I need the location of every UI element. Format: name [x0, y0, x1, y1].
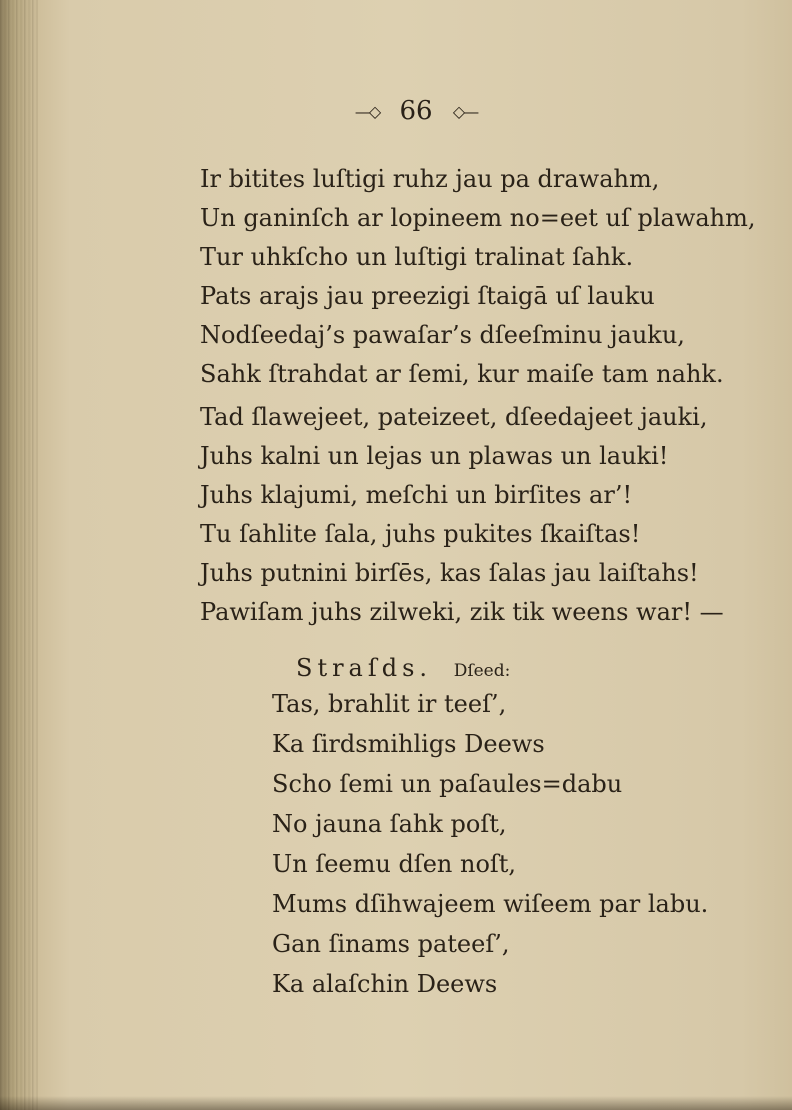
page-binding-edge — [0, 0, 38, 1110]
poem-line: Tu ſahlite ſala, juhs pukites ſkaiſtas! — [200, 520, 641, 548]
poem-line: Juhs klajumi, meſchi un birſites ar’! — [200, 481, 633, 509]
poem-title-text: Straſds. — [296, 654, 433, 682]
poem-line: Pawiſam juhs zilweki, zik tik weens war! — — [200, 598, 724, 626]
poem-author-note: Dſeed: — [453, 661, 511, 681]
poem-line: Tur uhkſcho un luſtigi tralinat ſahk. — [200, 243, 634, 271]
poem-line: Juhs kalni un lejas un plawas un lauki! — [200, 442, 669, 470]
poem-line: Ka alaſchin Deews — [272, 970, 498, 998]
poem-line: Scho ſemi un paſaules=dabu — [272, 770, 623, 798]
stanza-1 — [200, 160, 756, 394]
ornament-right: ◇— — [452, 102, 478, 121]
poem-title — [296, 648, 510, 688]
page-bottom-edge — [0, 1096, 792, 1110]
poem-line: Juhs putnini birſēs, kas ſalas jau laiſtahs! — [200, 559, 699, 587]
poem-line: Tad ſlawejeet, pateizeet, dſeedajeet jauki, — [200, 403, 708, 431]
stanza-4 — [272, 924, 509, 1004]
poem-line: Ka ſirdsmihligs Deews — [272, 730, 545, 758]
page-header — [0, 94, 792, 128]
page-number: 66 — [399, 96, 433, 126]
stanza-3 — [272, 684, 708, 924]
stanza-2 — [200, 398, 724, 632]
poem-line: Un ganinſch ar lopineem no=eet uſ plawahm, — [200, 204, 756, 232]
poem-line: Ir bitites luſtigi ruhz jau pa drawahm, — [200, 165, 660, 193]
poem-line: Mums dſihwajeem wiſeem par labu. — [272, 890, 709, 918]
poem-line: Nodſeedaj’s pawaſar’s dſeeſminu jauku, — [200, 321, 685, 349]
poem-line: Pats arajs jau preezigi ſtaigā uſ lauku — [200, 282, 655, 310]
poem-line: Un ſeemu dſen noſt, — [272, 850, 517, 878]
poem-line: Gan ſinams pateeſ’, — [272, 930, 510, 958]
ornament-left: —◇ — [354, 102, 380, 121]
poem-line: Tas, brahlit ir teeſ’, — [272, 690, 507, 718]
poem-line: No jauna ſahk poſt, — [272, 810, 507, 838]
poem-line: Sahk ſtrahdat ar ſemi, kur maiſe tam nahk. — [200, 360, 724, 388]
